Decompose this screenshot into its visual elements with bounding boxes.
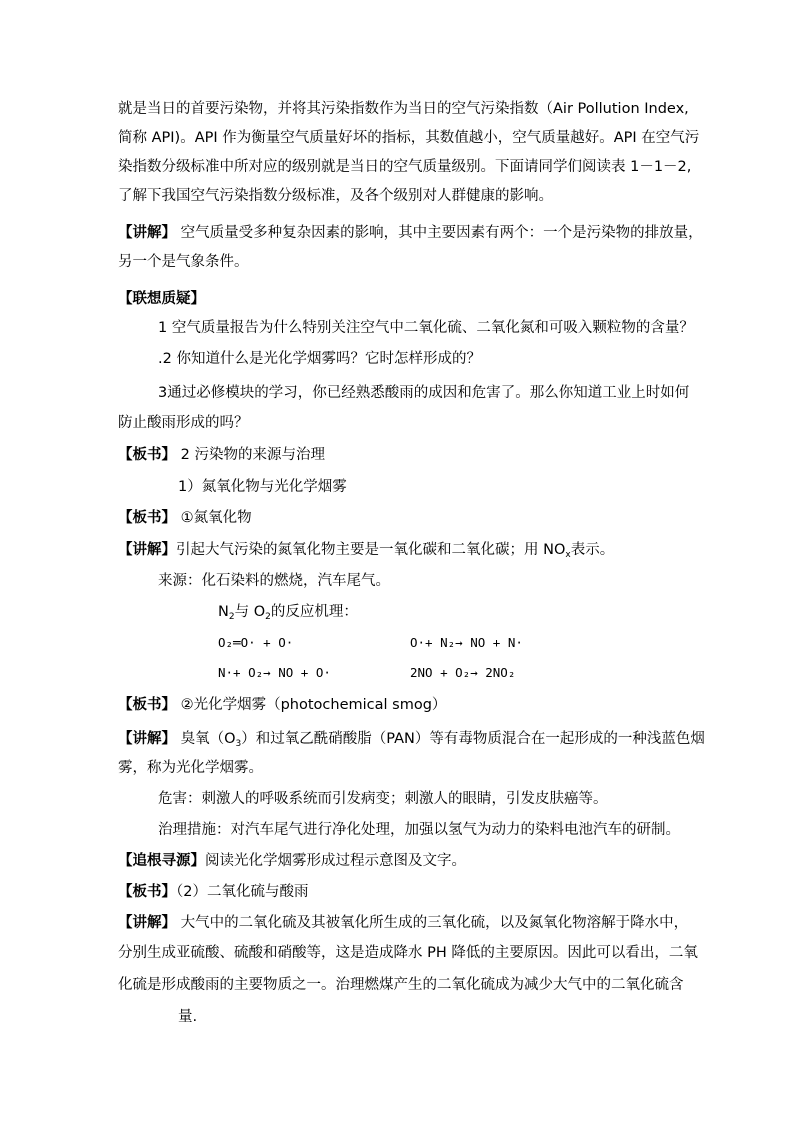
explanation-tag: 【讲解】	[118, 731, 176, 747]
board-tag: 【板书】	[118, 510, 176, 526]
explanation-tag: 【讲解】	[118, 542, 176, 558]
measure-line: 治理措施：对汽车尾气进行净化处理，加强以氢气为动力的染料电池汽车的研制。	[158, 822, 680, 838]
trace-source-line	[118, 852, 466, 870]
mechanism-text: 与 O	[234, 604, 266, 620]
mechanism-heading	[218, 603, 358, 626]
board-heading	[118, 446, 325, 464]
explanation-line	[118, 730, 705, 753]
board-heading	[118, 696, 446, 714]
explanation-line: 化硫是形成酸雨的主要物质之一。治理燃煤产生的二氧化硫成为减少大气中的二氧化硫含	[118, 977, 684, 993]
explanation-line: 量.	[178, 1009, 198, 1025]
explanation-line: 分别生成亚硫酸、硫酸和硝酸等，这是造成降水 PH 降低的主要原因。因此可以看出，二氧	[118, 945, 698, 961]
source-line: 来源：化石染料的燃烧，汽车尾气。	[158, 573, 390, 589]
explanation-line	[118, 914, 688, 932]
board-tag: 【板书】	[118, 884, 176, 900]
board-subheading: 1）氮氧化物与光化学烟雾	[178, 479, 347, 495]
subscript: 3	[235, 739, 242, 749]
explanation-line	[118, 541, 614, 564]
question-3-cont: 防止酸雨形成的吗？	[118, 415, 249, 431]
board-heading	[118, 883, 308, 901]
question-1: 1 空气质量报告为什么特别关注空气中二氧化硫、二氧化氮和可吸入颗粒物的含量？	[158, 320, 694, 336]
trace-source-tag: 【追根寻源】	[118, 853, 205, 869]
paragraph-line: 了解下我国空气污染指数分级标准，及各个级别对人群健康的影响。	[118, 188, 553, 204]
explanation-tag: 【讲解】	[118, 915, 176, 931]
harm-line: 危害：刺激人的呼吸系统而引发病变；刺激人的眼睛，引发皮肤癌等。	[158, 791, 608, 807]
explanation-line	[118, 224, 703, 242]
paragraph-line: 简称 API)。API 作为衡量空气质量好坏的指标，其数值越小，空气质量越好。API 在空气污	[118, 130, 700, 146]
board-heading	[118, 509, 252, 527]
subscript: 2	[228, 612, 235, 622]
subscript: 2	[265, 612, 271, 622]
explanation-tag: 【讲解】	[118, 225, 176, 241]
question-2: .2 你知道什么是光化学烟雾吗？它时怎样形成的？	[158, 351, 481, 367]
paragraph-line: 就是当日的首要污染物，并将其污染指数作为当日的空气污染指数（Air Pollution Index,	[118, 101, 689, 117]
mechanism-text: 的反应机理：	[270, 604, 358, 620]
explanation-line: 另一个是气象条件。	[118, 254, 249, 270]
board-text: ②光化学烟雾（photochemical smog）	[176, 697, 447, 713]
association-tag: 【联想质疑】	[118, 291, 205, 307]
explanation-text: 空气质量受多种复杂因素的影响，其中主要因素有两个：一个是污染物的排放量，	[176, 225, 703, 241]
board-tag: 【板书】	[118, 447, 176, 463]
explanation-text: 大气中的二氧化硫及其被氧化所生成的三氧化硫，以及氮氧化物溶解于降水中，	[176, 915, 689, 931]
explanation-line: 雾，称为光化学烟雾。	[118, 760, 263, 776]
equation-4: 2NO + O₂→ 2NO₂	[410, 665, 516, 680]
explanation-text: 臭氧（O	[176, 731, 236, 747]
question-3: 3通过必修模块的学习，你已经熟悉酸雨的成因和危害了。那么你知道工业上时如何	[158, 385, 690, 401]
board-text: ①氮氧化物	[176, 510, 252, 526]
subscript: x	[565, 550, 571, 560]
board-tag: 【板书】	[118, 697, 176, 713]
board-text: （2）二氧化硫与酸雨	[176, 884, 309, 900]
equation-3: N·+ O₂→ NO + O·	[218, 665, 331, 680]
paragraph-line: 染指数分级标准中所对应的级别就是当日的空气质量级别。下面请同学们阅读表 1－1－2,	[118, 159, 692, 175]
board-text: 2 污染物的来源与治理	[176, 447, 325, 463]
explanation-text: 引起大气污染的氮氧化物主要是一氧化碳和二氧化碳；用 NO	[176, 542, 566, 558]
explanation-text: ）和过氧乙酰硝酸脂（PAN）等有毒物质混合在一起形成的一种浅蓝色烟	[241, 731, 705, 747]
equation-1: O₂═O· + O·	[218, 635, 294, 650]
equation-2: O·+ N₂→ NO + N·	[410, 635, 523, 650]
explanation-text: 表示。	[570, 542, 615, 558]
trace-source-text: 阅读光化学烟雾形成过程示意图及文字。	[205, 853, 466, 869]
mechanism-text: N	[218, 604, 229, 620]
